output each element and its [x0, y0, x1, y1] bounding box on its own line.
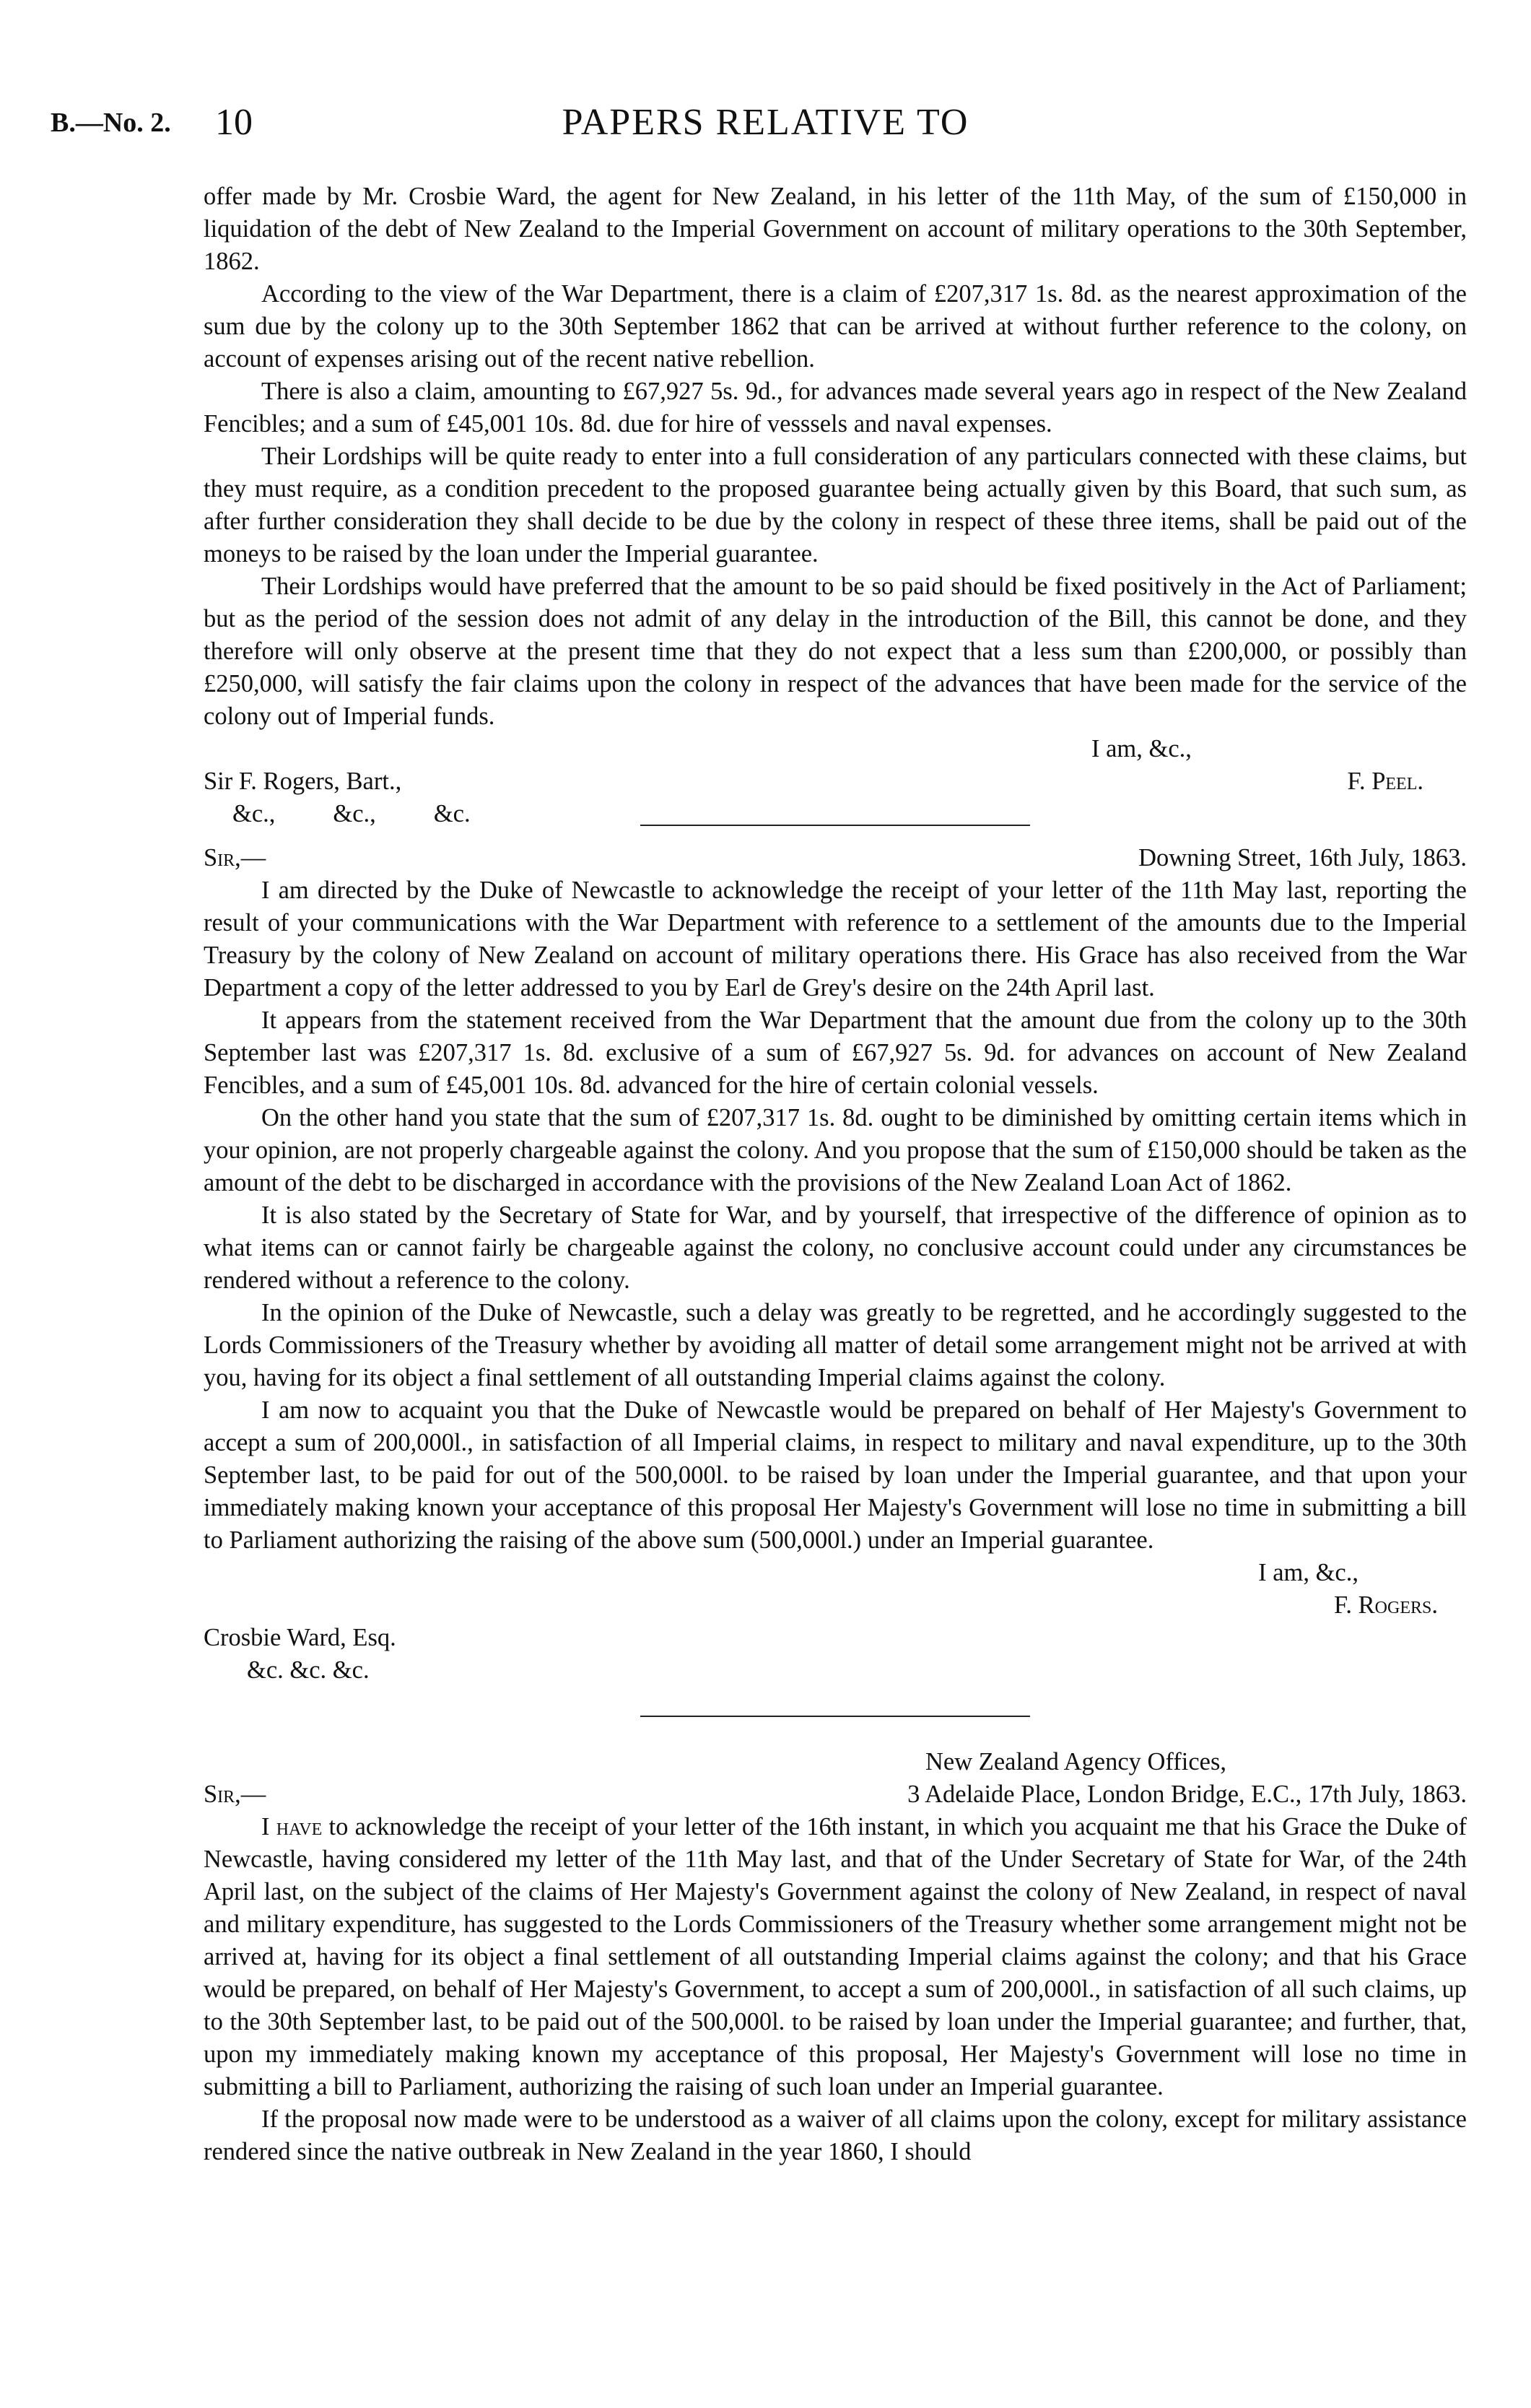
addressee-row [204, 1622, 1467, 1654]
address-line: New Zealand Agency Offices, [925, 1748, 1227, 1775]
divider [640, 825, 1030, 826]
paragraph: If the proposal now made were to be understood as a waiver of all claims upon the colony, except for military assistance rendered since the native outbreak in New Zealand in the year 1860, I should [204, 2105, 1467, 2165]
closing: I am, &c., [1091, 735, 1192, 762]
paragraph: According to the view of the War Department, there is a claim of £207,317 1s. 8d. as the nearest approximation of the sum due by the colony up to the 30th September 1862 that can be arrived at without further reference to the colony, on account of expenses arising out of the recent native rebellion. [204, 280, 1467, 373]
letter-3 [204, 1746, 1467, 2168]
salutation: Sir,— [204, 1781, 266, 1808]
addressee: Crosbie Ward, Esq. [204, 1624, 396, 1651]
cc-line [204, 1654, 1467, 1687]
paragraph: It is also stated by the Secretary of State for War, and by yourself, that irrespective of the difference of opinion as to what items can or cannot fairly be chargeable against the colony, no conclusive account could under any circumstances be rendered without a reference to the colony. [204, 1201, 1467, 1294]
signature-row [204, 1589, 1467, 1622]
paragraph: In the opinion of the Duke of Newcastle, such a delay was greatly to be regretted, and he accordingly suggested to the Lords Commissioners of the Treasury whether by avoiding all matter of detail some arrangement might not be arrived at with you, having for its object a final settlement of all outstanding Imperial claims against the colony. [204, 1299, 1467, 1391]
cc-item: &c., [232, 800, 276, 827]
cc-item: &c., [333, 800, 376, 827]
paragraph: I am now to acquaint you that the Duke of Newcastle would be prepared on behalf of Her Majesty's Government to accept a sum of 200,000l., in satisfaction of all Imperial claims, in respect to military and naval expenditure, up to the 30th September last, to be paid for out of the 500,000l. to be raised by loan under the Imperial guarantee, and that upon your immediately making known your acceptance of this proposal Her Majesty's Government will lose no time in submitting a bill to Parliament authorizing the raising of the above sum (500,000l.) under an Imperial guarantee. [204, 1396, 1467, 1554]
letter-2 [204, 842, 1467, 1687]
address-row-1 [204, 1746, 1467, 1778]
closing: I am, &c., [1258, 1559, 1358, 1586]
letter-1 [204, 181, 1467, 830]
closing-row [204, 1557, 1467, 1589]
addressee: Sir F. Rogers, Bart., [204, 768, 402, 795]
running-title: PAPERS RELATIVE TO [562, 102, 969, 143]
paper-reference: B.—No. 2. [51, 108, 171, 138]
signature: F. Peel. [1347, 768, 1423, 795]
cc-item: &c. &c. &c. [247, 1656, 370, 1684]
paragraph: I am directed by the Duke of Newcastle to acknowledge the receipt of your letter of the 11th May last, reporting the result of your communications with the War Department with reference to a settlement of the amounts due to the Imperial Treasury by the colony of New Zealand on account of military operations there. His Grace has also received from the War Department a copy of the letter addressed to you by Earl de Grey's desire on the 24th April last. [204, 877, 1467, 1001]
page-number: 10 [215, 102, 253, 143]
paragraph: offer made by Mr. Crosbie Ward, the agent for New Zealand, in his letter of the 11th May, of the sum of £150,000 in liquidation of the debt of New Zealand to the Imperial Government on account of military operations to the 30th September, 1862. [204, 183, 1467, 275]
document-body [204, 181, 1467, 2168]
paragraph-text: to acknowledge the receipt of your letter of the 16th instant, in which you acquaint me that his Grace the Duke of Newcastle, having considered my letter of the 11th May last, and that of the Under Secretary of State for War, of the 24th April last, on the subject of the claims of Her Majesty's Government against the colony of New Zealand, in respect of naval and military expenditure, has suggested to the Lords Commissioners of the Treasury whether some arrangement might not be arrived at, having for its object a final settlement of all outstanding Imperial claims against the colony; and that his Grace would be prepared, on behalf of Her Majesty's Government, to accept a sum of 200,000l., in satisfaction of all such claims, up to the 30th September last, to be paid out of the 500,000l. to be raised by loan under the Imperial guarantee; and further, that, upon my immediately making known my acceptance of this proposal, Her Majesty's Government will lose no time in submitting a bill to Parliament, authorizing the raising of such loan under an Imperial guarantee. [204, 1813, 1467, 2100]
signature: F. Rogers. [1334, 1591, 1438, 1619]
paragraph: On the other hand you state that the sum of £207,317 1s. 8d. ought to be diminished by omitting certain items which in your opinion, are not properly chargeable against the colony. And you propose that the sum of £150,000 should be taken as the amount of the debt to be discharged in accordance with the provisions of the New Zealand Loan Act of 1862. [204, 1104, 1467, 1196]
paragraph: Their Lordships will be quite ready to enter into a full consideration of any particulars connected with these claims, but they must require, as a condition precedent to the proposed guarantee being actually given by this Board, that such sum, as after further consideration they shall decide to be due by the colony in respect of these three items, shall be paid out of the moneys to be raised by the loan under the Imperial guarantee. [204, 443, 1467, 568]
salutation: Sir,— [204, 844, 266, 872]
addressee-row [204, 765, 1467, 798]
dateline-row [204, 842, 1467, 874]
address-line: 3 Adelaide Place, London Bridge, E.C., 17th July, 1863. [907, 1781, 1467, 1808]
paragraph: Their Lordships would have preferred that the amount to be so paid should be fixed positively in the Act of Parliament; but as the period of the session does not admit of any delay in the introduction of the Bill, this cannot be done, and they therefore will only observe at the present time that they do not expect that a less sum than £200,000, or possibly than £250,000, will satisfy the fair claims upon the colony in respect of the advances that have been made for the service of the colony out of Imperial funds. [204, 573, 1467, 730]
closing-row [204, 733, 1467, 765]
paragraph: There is also a claim, amounting to £67,927 5s. 9d., for advances made several years ago in respect of the New Zealand Fencibles; and a sum of £45,001 10s. 8d. due for hire of vesssels and naval expenses. [204, 378, 1467, 438]
divider [640, 1716, 1030, 1717]
paragraph [204, 1811, 1467, 2103]
address-row-2 [204, 1778, 1467, 1811]
paragraph: It appears from the statement received from the War Department that the amount due from the colony up to the 30th September last was £207,317 1s. 8d. exclusive of a sum of £67,927 5s. 9d. for advances on account of New Zealand Fencibles, and a sum of £45,001 10s. 8d. advanced for the hire of certain colonial vessels. [204, 1007, 1467, 1099]
dateline: Downing Street, 16th July, 1863. [1138, 844, 1467, 872]
lead-words: I have [261, 1813, 323, 1840]
cc-item: &c. [433, 800, 471, 827]
page-header [51, 101, 1480, 152]
